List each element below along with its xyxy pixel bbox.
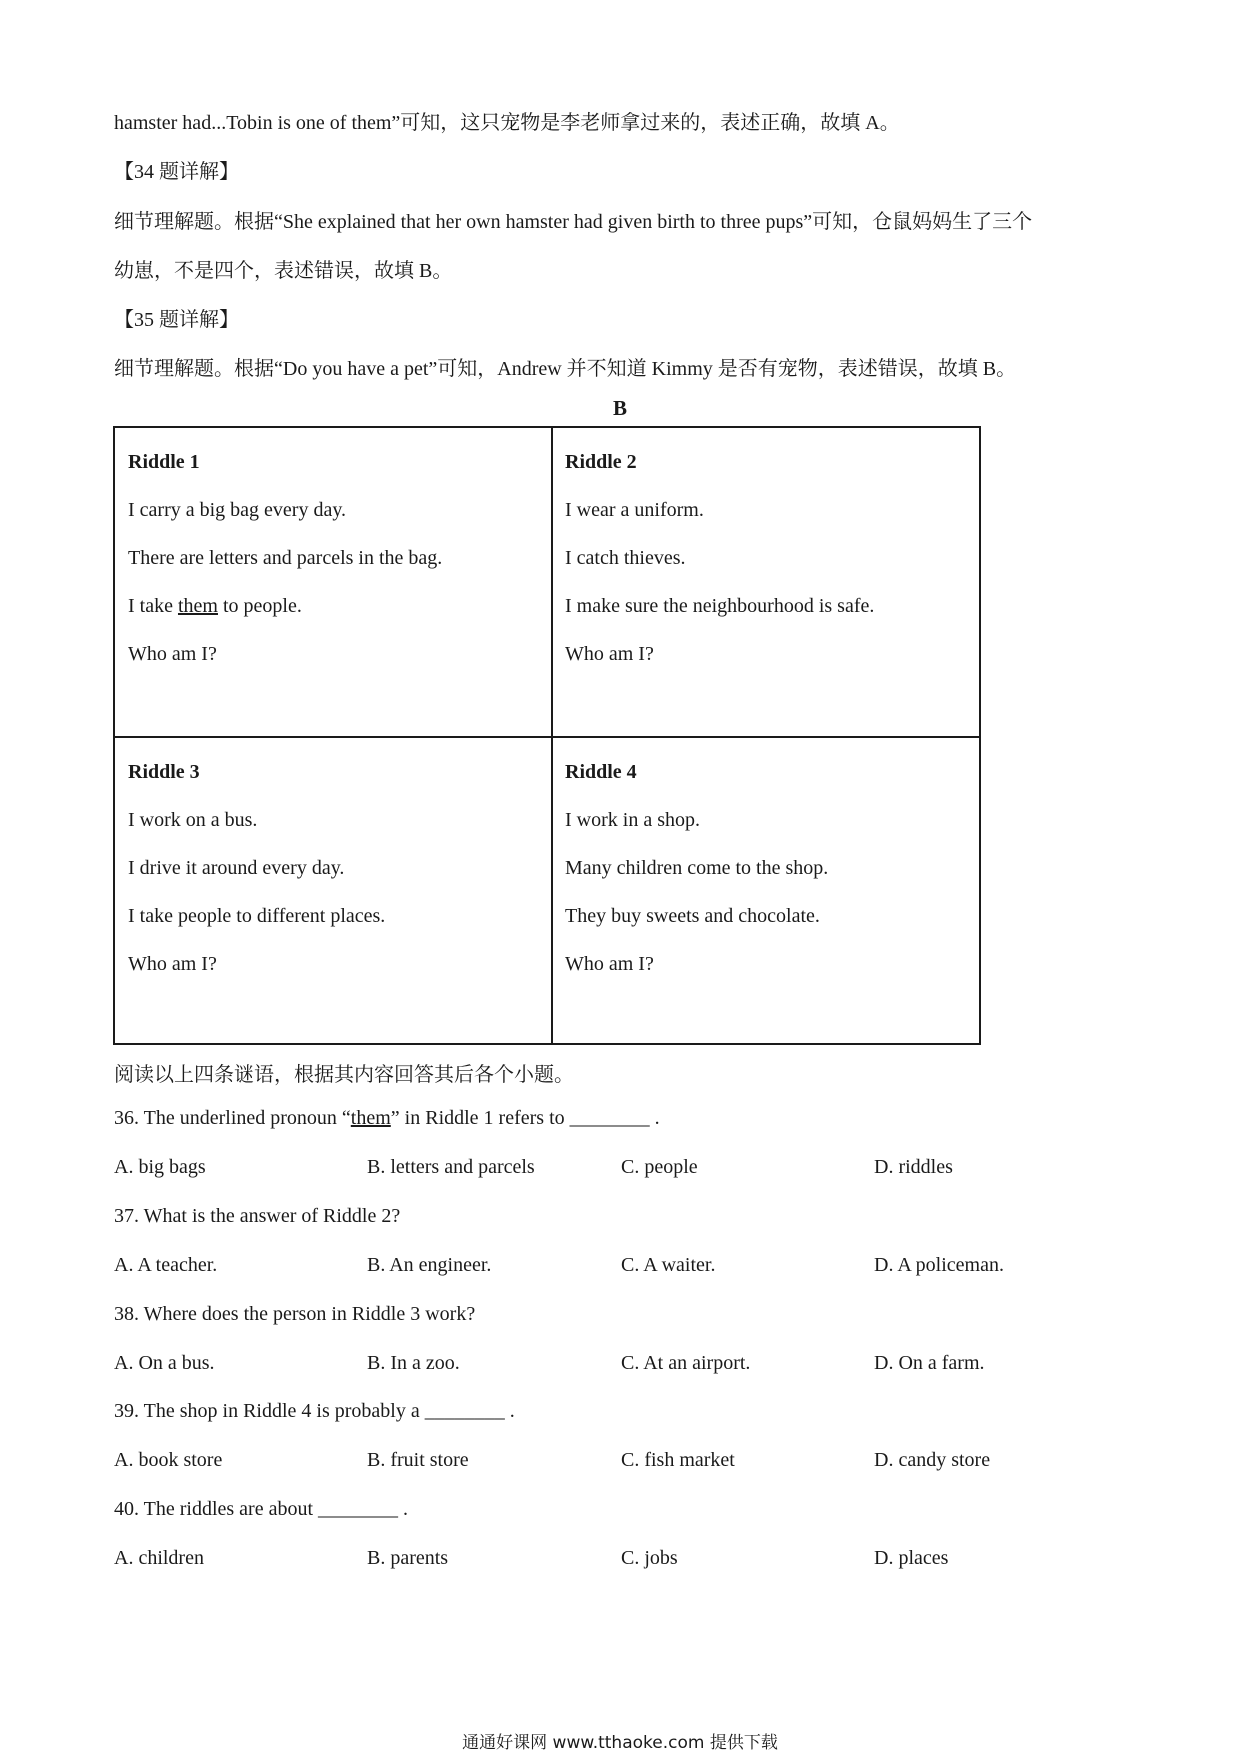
- option-c: C. A waiter.: [621, 1254, 716, 1276]
- option-d: D. A policeman.: [874, 1254, 1004, 1276]
- riddle-1-title: Riddle 1: [128, 451, 200, 473]
- explanation-line: hamster had...Tobin is one of them”可知，这只宠物是李老师拿过来的，表述正确，故填 A。: [114, 112, 900, 134]
- explanation-35-line: 细节理解题。根据“Do you have a pet”可知，Andrew 并不知道 Kimmy 是否有宠物，表述错误，故填 B。: [114, 358, 1017, 380]
- table-divider-horizontal: [115, 736, 979, 738]
- riddle-1-line: I carry a big bag every day.: [128, 499, 347, 521]
- instruction-text: 阅读以上四条谜语，根据其内容回答其后各个小题。: [114, 1064, 574, 1086]
- riddle-1-line: [128, 582, 548, 630]
- riddle-2-line: I wear a uniform.: [565, 499, 704, 521]
- option-c: C. jobs: [621, 1547, 678, 1569]
- question-36: [114, 1107, 660, 1130]
- question-text: ” in Riddle 1 refers to ________ .: [390, 1107, 660, 1129]
- option-a: A. children: [114, 1547, 204, 1569]
- riddle-2-title: Riddle 2: [565, 451, 637, 473]
- question-37: 37. What is the answer of Riddle 2?: [114, 1205, 401, 1227]
- question-34-heading: 【34 题详解】: [114, 161, 239, 183]
- riddle-3-cell: [128, 748, 548, 988]
- riddle-2-line: I make sure the neighbourhood is safe.: [565, 595, 875, 617]
- option-d: D. riddles: [874, 1156, 953, 1178]
- riddle-3-question: Who am I?: [128, 953, 217, 975]
- question-40-options: [114, 1547, 1124, 1577]
- riddle-2-line: I catch thieves.: [565, 547, 686, 569]
- riddle-table: [113, 426, 981, 1045]
- explanation-34-line-1: 细节理解题。根据“She explained that her own hamster had given birth to three pups”可知，仓鼠妈妈生了三个: [114, 211, 1033, 233]
- riddle-3-line: I work on a bus.: [128, 809, 258, 831]
- option-b: B. letters and parcels: [367, 1156, 535, 1178]
- explanation-34-line-2: 幼崽，不是四个，表述错误，故填 B。: [114, 260, 453, 282]
- page-footer: 通通好课网 www.tthaoke.com 提供下载: [462, 1733, 778, 1753]
- riddle-1-cell: [128, 438, 548, 678]
- option-a: A. big bags: [114, 1156, 206, 1178]
- riddle-3-line: I take people to different places.: [128, 905, 386, 927]
- question-35-heading: 【35 题详解】: [114, 309, 239, 331]
- question-text: 36. The underlined pronoun “: [114, 1107, 351, 1129]
- option-a: A. A teacher.: [114, 1254, 218, 1276]
- option-c: C. fish market: [621, 1449, 735, 1471]
- option-d: D. On a farm.: [874, 1352, 985, 1374]
- question-37-options: [114, 1254, 1124, 1284]
- option-d: D. candy store: [874, 1449, 991, 1471]
- question-36-options: [114, 1156, 1124, 1186]
- riddle-2-question: Who am I?: [565, 643, 654, 665]
- riddle-4-cell: [565, 748, 985, 988]
- question-38-options: [114, 1352, 1124, 1382]
- riddle-4-title: Riddle 4: [565, 761, 637, 783]
- question-39-options: [114, 1449, 1124, 1479]
- option-b: B. An engineer.: [367, 1254, 492, 1276]
- option-b: B. parents: [367, 1547, 449, 1569]
- option-a: A. On a bus.: [114, 1352, 215, 1374]
- riddle-4-line: They buy sweets and chocolate.: [565, 905, 820, 927]
- option-a: A. book store: [114, 1449, 223, 1471]
- riddle-3-line: I drive it around every day.: [128, 857, 345, 879]
- riddle-1-text: to people.: [217, 595, 302, 617]
- riddle-1-question: Who am I?: [128, 643, 217, 665]
- riddle-1-line: There are letters and parcels in the bag.: [128, 547, 443, 569]
- option-d: D. places: [874, 1547, 949, 1569]
- option-b: B. fruit store: [367, 1449, 469, 1471]
- section-label: B: [612, 396, 627, 420]
- riddle-1-text: I take: [128, 595, 178, 617]
- riddle-4-line: Many children come to the shop.: [565, 857, 829, 879]
- option-c: C. people: [621, 1156, 698, 1178]
- option-b: B. In a zoo.: [367, 1352, 460, 1374]
- question-40: 40. The riddles are about ________ .: [114, 1498, 409, 1520]
- riddle-2-cell: [565, 438, 985, 678]
- riddle-4-question: Who am I?: [565, 953, 654, 975]
- riddle-3-title: Riddle 3: [128, 761, 200, 783]
- question-39: 39. The shop in Riddle 4 is probably a ________ .: [114, 1400, 515, 1422]
- riddle-4-line: I work in a shop.: [565, 809, 700, 831]
- underlined-pronoun: them: [350, 1107, 391, 1129]
- underlined-pronoun: them: [177, 595, 218, 617]
- question-38: 38. Where does the person in Riddle 3 work?: [114, 1303, 476, 1325]
- option-c: C. At an airport.: [621, 1352, 751, 1374]
